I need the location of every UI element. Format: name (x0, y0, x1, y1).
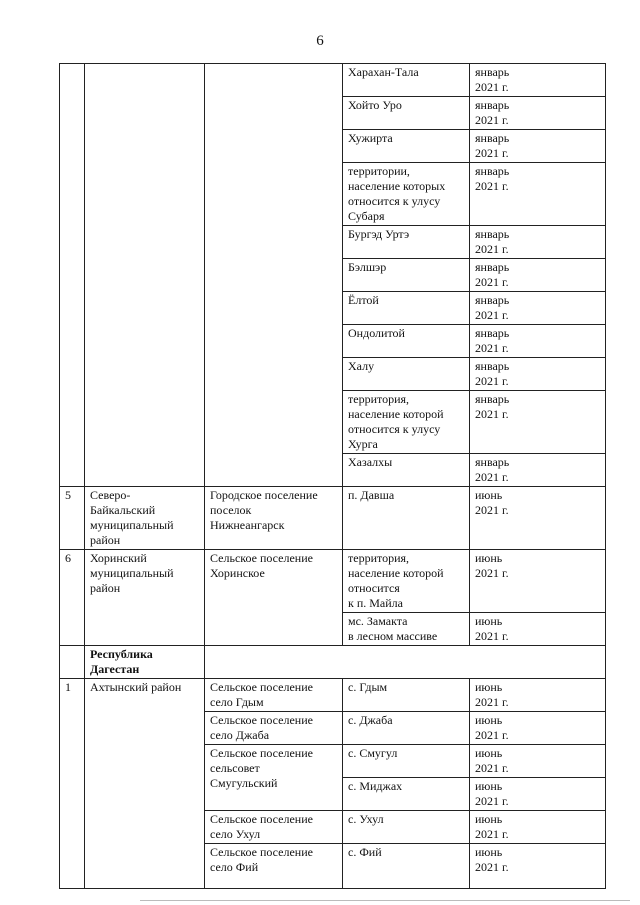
date-cell: январь 2021 г. (470, 391, 606, 454)
table-row (60, 550, 606, 613)
table-row (60, 64, 606, 97)
locality-cell: Хойто Уро (343, 97, 470, 130)
date-cell: июнь 2021 г. (470, 778, 606, 811)
settlement-table (59, 63, 606, 889)
date-cell: январь 2021 г. (470, 292, 606, 325)
locality-cell: Хужирта (343, 130, 470, 163)
locality-cell: Бэлшэр (343, 259, 470, 292)
date-cell: январь 2021 г. (470, 97, 606, 130)
date-cell: январь 2021 г. (470, 130, 606, 163)
date-cell: июнь 2021 г. (470, 811, 606, 844)
date-cell: июнь 2021 г. (470, 844, 606, 889)
region-empty-cell (205, 646, 606, 679)
settlement-cell: Сельское поселение село Фий (205, 844, 343, 889)
settlement-cell: Сельское поселение село Гдым (205, 679, 343, 712)
row-number-cell (60, 646, 85, 679)
district-cell: Ахтынский район (85, 679, 205, 889)
locality-cell: с. Джаба (343, 712, 470, 745)
locality-cell: территория, население которой относится к улусу Хурга (343, 391, 470, 454)
district-cell: Северо- Байкальский муниципальный район (85, 487, 205, 550)
locality-cell: мс. Замакта в лесном массиве (343, 613, 470, 646)
locality-cell: территория, население которой относится к п. Майла (343, 550, 470, 613)
settlement-cell: Сельское поселение сельсовет Смугульский (205, 745, 343, 811)
table-row (60, 487, 606, 550)
region-heading: Республика Дагестан (85, 646, 205, 679)
settlement-cell: Сельское поселение село Ухул (205, 811, 343, 844)
row-number-cell: 6 (60, 550, 85, 646)
locality-cell: Ондолитой (343, 325, 470, 358)
locality-cell: с. Фий (343, 844, 470, 889)
settlement-cell (205, 64, 343, 487)
locality-cell: Хазалхы (343, 454, 470, 487)
date-cell: январь 2021 г. (470, 325, 606, 358)
row-number-cell: 1 (60, 679, 85, 889)
locality-cell: Ёлтой (343, 292, 470, 325)
table-row (60, 679, 606, 712)
date-cell: январь 2021 г. (470, 358, 606, 391)
scan-edge-line (140, 900, 630, 901)
locality-cell: с. Миджах (343, 778, 470, 811)
district-cell (85, 64, 205, 487)
date-cell: январь 2021 г. (470, 226, 606, 259)
district-cell: Хоринский муниципальный район (85, 550, 205, 646)
date-cell: январь 2021 г. (470, 454, 606, 487)
locality-cell: с. Смугул (343, 745, 470, 778)
date-cell: июнь 2021 г. (470, 487, 606, 550)
locality-cell: п. Давша (343, 487, 470, 550)
locality-cell: Халу (343, 358, 470, 391)
settlement-cell: Городское поселение поселок Нижнеангарск (205, 487, 343, 550)
date-cell: январь 2021 г. (470, 259, 606, 292)
row-number-cell: 5 (60, 487, 85, 550)
table-row (60, 646, 606, 679)
locality-cell: Бургэд Уртэ (343, 226, 470, 259)
date-cell: июнь 2021 г. (470, 550, 606, 613)
date-cell: июнь 2021 г. (470, 712, 606, 745)
locality-cell: с. Гдым (343, 679, 470, 712)
locality-cell: Харахан-Тала (343, 64, 470, 97)
date-cell: июнь 2021 г. (470, 679, 606, 712)
date-cell: июнь 2021 г. (470, 613, 606, 646)
date-cell: январь 2021 г. (470, 64, 606, 97)
date-cell: январь 2021 г. (470, 163, 606, 226)
settlement-cell: Сельское поселение село Джаба (205, 712, 343, 745)
settlement-cell: Сельское поселение Хоринское (205, 550, 343, 646)
row-number-cell (60, 64, 85, 487)
locality-cell: территории, население которых относится к улусу Субаря (343, 163, 470, 226)
locality-cell: с. Ухул (343, 811, 470, 844)
date-cell: июнь 2021 г. (470, 745, 606, 778)
page-number: 6 (316, 33, 324, 49)
